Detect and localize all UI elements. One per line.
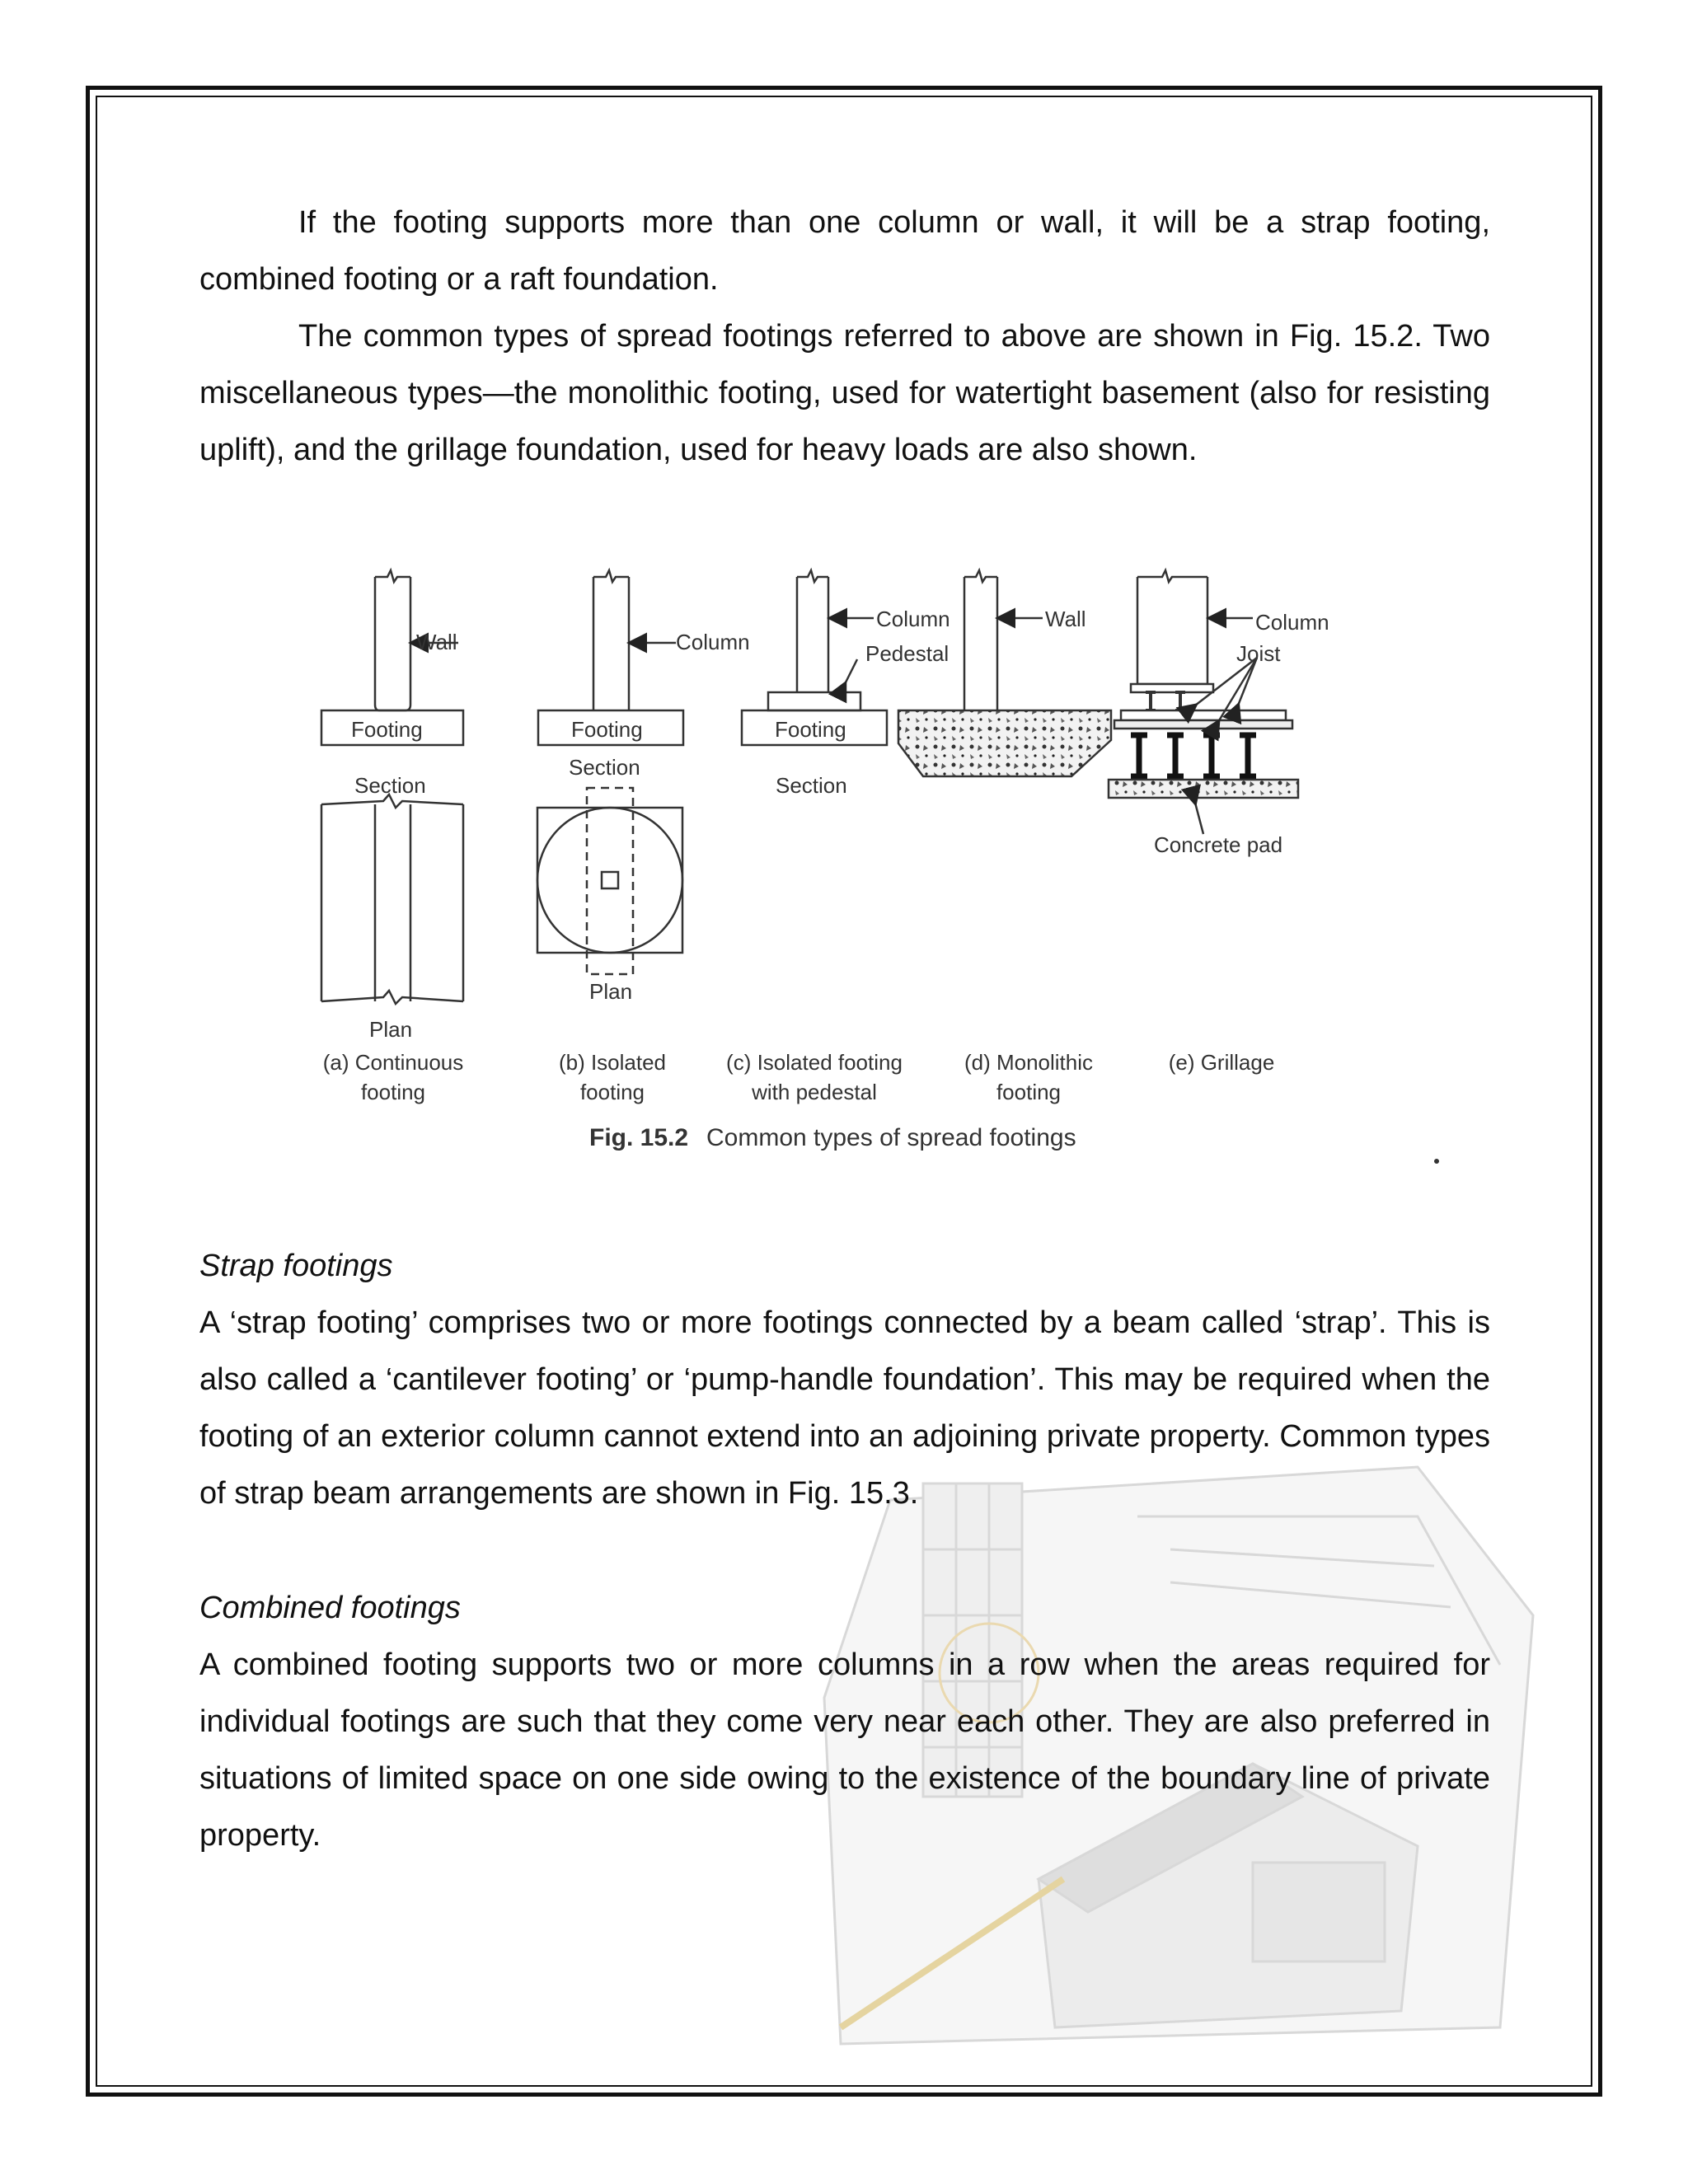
caption-c-line2: with pedestal — [752, 1080, 877, 1104]
label-section-c: Section — [776, 773, 847, 798]
label-wall-a: Wall — [416, 630, 457, 654]
label-column-e: Column — [1255, 610, 1329, 635]
caption-a-line1: (a) Continuous — [322, 1050, 464, 1075]
label-pedestal-c: Pedestal — [865, 641, 950, 666]
stray-dot — [1434, 1159, 1439, 1164]
label-plan-b: Plan — [589, 979, 633, 1004]
caption-b-line2: footing — [579, 1080, 645, 1104]
figure-spread-footings — [297, 560, 1434, 1170]
caption-e-line1: (e) Grillage — [1168, 1050, 1275, 1075]
label-footing-c: Footing — [775, 717, 846, 742]
caption-d-line2: footing — [996, 1080, 1062, 1104]
caption-c-line1: (c) Isolated footing — [726, 1050, 903, 1075]
caption-d-line1: (d) Monolithic — [964, 1050, 1094, 1075]
figure-number: Fig. 15.2 — [589, 1124, 689, 1151]
label-column-b: Column — [676, 630, 750, 654]
label-concrete-pad-e: Concrete pad — [1154, 832, 1283, 857]
paragraph-2: The common types of spread footings referred to above are shown in Fig. 15.2. Two miscellaneous types—the monolithic footing, used for watertight basement (also for resisting uplift), and the grillage foundation, used for heavy loads are also shown. — [199, 319, 1490, 467]
strap-footings-section — [199, 1238, 1490, 1522]
diagram-monolithic-footing — [898, 570, 1111, 776]
label-joist-e: Joist — [1236, 641, 1281, 666]
label-section-b: Section — [569, 755, 640, 780]
strap-footings-heading: Strap footings — [199, 1249, 393, 1283]
strap-footings-body: A ‘strap footing’ comprises two or more footings connected by a beam called ‘strap’. This is also called a ‘cantilever footing’ or ‘pump-handle foundation’. This may be required when the footing of an exterior column cannot extend into an adjoining private property. Common types of strap beam arrangements are shown in Fig. 15.3. — [199, 1305, 1490, 1511]
label-footing-b: Footing — [571, 717, 643, 742]
label-column-c: Column — [876, 607, 950, 631]
figure-title: Common types of spread footings — [706, 1124, 1076, 1151]
paragraph-1: If the footing supports more than one column or wall, it will be a strap footing, combined footing or a raft foundation. — [199, 205, 1490, 297]
label-plan-a: Plan — [369, 1017, 413, 1042]
combined-footings-body: A combined footing supports two or more columns in a row when the areas required for individual footings are such that they come very near each other. They are also preferred in situations of limited space on one side owing to the existence of the boundary line of private property. — [199, 1647, 1490, 1853]
caption-a-line2: footing — [360, 1080, 426, 1104]
label-footing-a: Footing — [351, 717, 423, 742]
intro-section — [199, 194, 1490, 479]
combined-footings-heading: Combined footings — [199, 1591, 461, 1625]
label-section-a: Section — [354, 773, 426, 798]
combined-footings-section — [199, 1580, 1490, 1864]
caption-b-line1: (b) Isolated — [558, 1050, 667, 1075]
label-wall-d: Wall — [1045, 607, 1086, 631]
